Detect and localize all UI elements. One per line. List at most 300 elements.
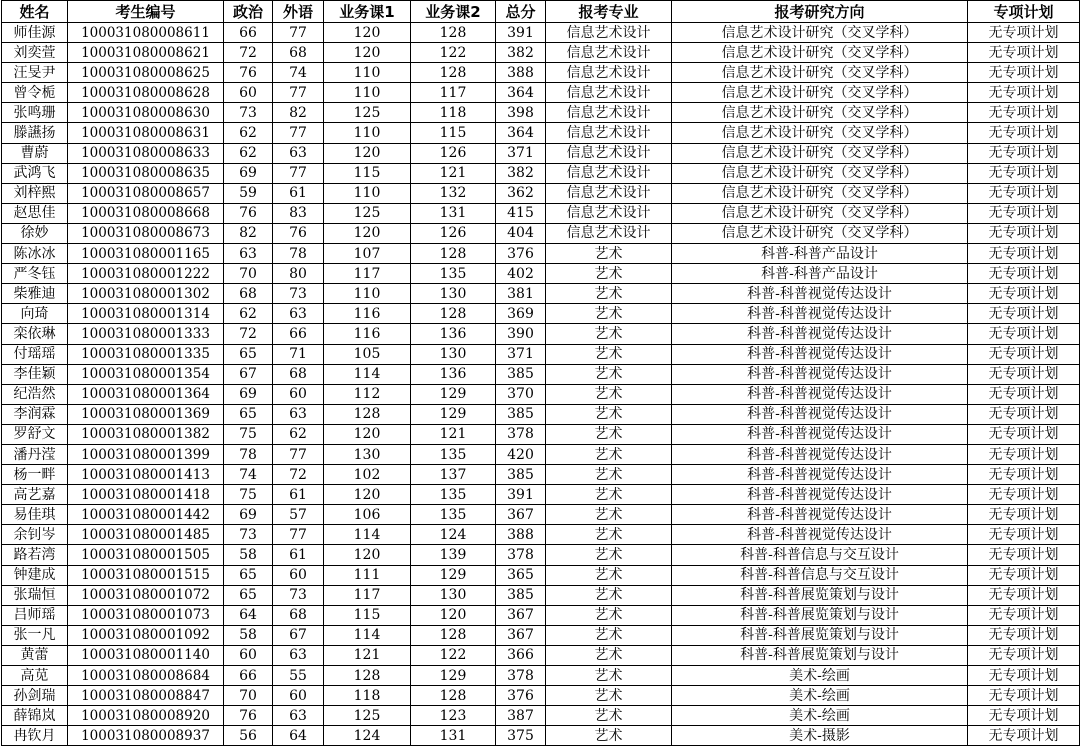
cell-foreign-language: 76 — [273, 223, 324, 243]
cell-foreign-language: 77 — [273, 444, 324, 464]
cell-politics: 78 — [224, 444, 273, 464]
cell-subject-1: 115 — [324, 605, 411, 625]
cell-subject-1: 114 — [324, 625, 411, 645]
cell-politics: 65 — [224, 404, 273, 424]
cell-foreign-language: 77 — [273, 23, 324, 43]
cell-research-direction: 科普-科普视觉传达设计 — [672, 284, 968, 304]
cell-total-score: 369 — [496, 304, 546, 324]
cell-candidate-id: 100031080001335 — [68, 344, 224, 364]
cell-foreign-language: 63 — [273, 143, 324, 163]
cell-politics: 58 — [224, 625, 273, 645]
table-row — [2, 444, 1080, 464]
cell-candidate-id: 100031080001418 — [68, 485, 224, 505]
table-row — [2, 525, 1080, 545]
cell-total-score: 367 — [496, 605, 546, 625]
cell-total-score: 404 — [496, 223, 546, 243]
cell-subject-1: 110 — [324, 63, 411, 83]
cell-name: 李佳颖 — [2, 364, 68, 384]
cell-research-direction: 信息艺术设计研究（交叉学科） — [672, 203, 968, 223]
cell-research-direction: 科普-科普展览策划与设计 — [672, 625, 968, 645]
cell-politics: 70 — [224, 686, 273, 706]
cell-total-score: 382 — [496, 43, 546, 63]
cell-politics: 56 — [224, 726, 273, 746]
table-row — [2, 465, 1080, 485]
cell-name: 路若湾 — [2, 545, 68, 565]
cell-candidate-id: 100031080008628 — [68, 83, 224, 103]
cell-major: 艺术 — [546, 625, 672, 645]
cell-research-direction: 科普-科普视觉传达设计 — [672, 324, 968, 344]
cell-name: 孙剑瑞 — [2, 686, 68, 706]
cell-subject-2: 121 — [411, 163, 496, 183]
cell-major: 信息艺术设计 — [546, 63, 672, 83]
cell-foreign-language: 77 — [273, 83, 324, 103]
cell-research-direction: 美术-绘画 — [672, 686, 968, 706]
cell-special-plan: 无专项计划 — [968, 43, 1080, 63]
cell-subject-1: 102 — [324, 465, 411, 485]
cell-research-direction: 科普-科普信息与交互设计 — [672, 545, 968, 565]
cell-total-score: 385 — [496, 364, 546, 384]
cell-name: 吕师瑶 — [2, 605, 68, 625]
cell-major: 艺术 — [546, 666, 672, 686]
cell-special-plan: 无专项计划 — [968, 565, 1080, 585]
cell-politics: 69 — [224, 505, 273, 525]
cell-name: 栾依琳 — [2, 324, 68, 344]
cell-subject-1: 120 — [324, 143, 411, 163]
table-row — [2, 183, 1080, 203]
cell-name: 冉钦月 — [2, 726, 68, 746]
header-special-plan: 专项计划 — [968, 1, 1080, 23]
cell-special-plan: 无专项计划 — [968, 83, 1080, 103]
cell-subject-2: 135 — [411, 444, 496, 464]
cell-subject-1: 115 — [324, 163, 411, 183]
cell-name: 滕讌扬 — [2, 123, 68, 143]
cell-total-score: 371 — [496, 143, 546, 163]
cell-subject-1: 120 — [324, 223, 411, 243]
table-row — [2, 505, 1080, 525]
cell-special-plan: 无专项计划 — [968, 384, 1080, 404]
cell-candidate-id: 100031080008625 — [68, 63, 224, 83]
cell-name: 曾令栀 — [2, 83, 68, 103]
cell-subject-1: 120 — [324, 485, 411, 505]
cell-name: 付瑶瑶 — [2, 344, 68, 364]
cell-research-direction: 科普-科普视觉传达设计 — [672, 485, 968, 505]
table-row — [2, 23, 1080, 43]
cell-politics: 62 — [224, 123, 273, 143]
cell-special-plan: 无专项计划 — [968, 706, 1080, 726]
cell-politics: 67 — [224, 364, 273, 384]
cell-major: 艺术 — [546, 585, 672, 605]
cell-candidate-id: 100031080001354 — [68, 364, 224, 384]
cell-subject-2: 129 — [411, 565, 496, 585]
cell-foreign-language: 77 — [273, 163, 324, 183]
cell-subject-1: 125 — [324, 706, 411, 726]
cell-candidate-id: 100031080008657 — [68, 183, 224, 203]
cell-politics: 75 — [224, 424, 273, 444]
header-subject-1: 业务课1 — [324, 1, 411, 23]
cell-subject-2: 130 — [411, 585, 496, 605]
cell-name: 陈冰冰 — [2, 244, 68, 264]
cell-total-score: 367 — [496, 505, 546, 525]
table-row — [2, 404, 1080, 424]
cell-special-plan: 无专项计划 — [968, 23, 1080, 43]
cell-subject-2: 132 — [411, 183, 496, 203]
cell-major: 艺术 — [546, 706, 672, 726]
cell-major: 艺术 — [546, 565, 672, 585]
cell-foreign-language: 83 — [273, 203, 324, 223]
cell-candidate-id: 100031080008631 — [68, 123, 224, 143]
cell-subject-2: 126 — [411, 223, 496, 243]
cell-subject-2: 131 — [411, 726, 496, 746]
cell-major: 艺术 — [546, 605, 672, 625]
cell-special-plan: 无专项计划 — [968, 63, 1080, 83]
cell-research-direction: 信息艺术设计研究（交叉学科） — [672, 63, 968, 83]
cell-name: 师佳源 — [2, 23, 68, 43]
cell-special-plan: 无专项计划 — [968, 404, 1080, 424]
cell-major: 艺术 — [546, 364, 672, 384]
cell-major: 艺术 — [546, 545, 672, 565]
cell-major: 艺术 — [546, 244, 672, 264]
cell-major: 艺术 — [546, 324, 672, 344]
table-row — [2, 666, 1080, 686]
cell-research-direction: 美术-绘画 — [672, 706, 968, 726]
cell-politics: 73 — [224, 525, 273, 545]
cell-foreign-language: 60 — [273, 686, 324, 706]
cell-candidate-id: 100031080008673 — [68, 223, 224, 243]
cell-research-direction: 信息艺术设计研究（交叉学科） — [672, 183, 968, 203]
cell-total-score: 378 — [496, 545, 546, 565]
cell-total-score: 364 — [496, 83, 546, 103]
cell-candidate-id: 100031080001382 — [68, 424, 224, 444]
cell-candidate-id: 100031080008668 — [68, 203, 224, 223]
cell-subject-2: 126 — [411, 143, 496, 163]
cell-subject-1: 120 — [324, 23, 411, 43]
cell-subject-1: 110 — [324, 284, 411, 304]
table-row — [2, 686, 1080, 706]
cell-subject-1: 120 — [324, 424, 411, 444]
cell-candidate-id: 100031080001399 — [68, 444, 224, 464]
cell-politics: 75 — [224, 485, 273, 505]
cell-research-direction: 美术-摄影 — [672, 726, 968, 746]
cell-subject-2: 136 — [411, 364, 496, 384]
cell-name: 刘奕萱 — [2, 43, 68, 63]
cell-foreign-language: 62 — [273, 424, 324, 444]
cell-foreign-language: 80 — [273, 264, 324, 284]
cell-candidate-id: 100031080008630 — [68, 103, 224, 123]
cell-name: 钟建成 — [2, 565, 68, 585]
cell-candidate-id: 100031080008920 — [68, 706, 224, 726]
cell-subject-2: 120 — [411, 605, 496, 625]
cell-candidate-id: 100031080001140 — [68, 645, 224, 665]
cell-politics: 76 — [224, 203, 273, 223]
cell-research-direction: 科普-科普展览策划与设计 — [672, 585, 968, 605]
cell-foreign-language: 78 — [273, 244, 324, 264]
cell-name: 汪旻尹 — [2, 63, 68, 83]
cell-politics: 82 — [224, 223, 273, 243]
header-foreign-language: 外语 — [273, 1, 324, 23]
cell-subject-2: 129 — [411, 666, 496, 686]
cell-subject-2: 136 — [411, 324, 496, 344]
table-row — [2, 364, 1080, 384]
cell-candidate-id: 100031080001413 — [68, 465, 224, 485]
cell-major: 艺术 — [546, 384, 672, 404]
cell-subject-2: 128 — [411, 244, 496, 264]
cell-candidate-id: 100031080001369 — [68, 404, 224, 424]
cell-foreign-language: 72 — [273, 465, 324, 485]
header-candidate-id: 考生编号 — [68, 1, 224, 23]
cell-special-plan: 无专项计划 — [968, 223, 1080, 243]
cell-subject-1: 114 — [324, 525, 411, 545]
table-row — [2, 244, 1080, 264]
cell-foreign-language: 61 — [273, 485, 324, 505]
cell-subject-1: 117 — [324, 585, 411, 605]
cell-subject-1: 121 — [324, 645, 411, 665]
cell-politics: 66 — [224, 23, 273, 43]
table-row — [2, 123, 1080, 143]
cell-subject-2: 122 — [411, 43, 496, 63]
cell-special-plan: 无专项计划 — [968, 103, 1080, 123]
table-row — [2, 324, 1080, 344]
cell-foreign-language: 77 — [273, 123, 324, 143]
cell-subject-2: 137 — [411, 465, 496, 485]
cell-name: 黄蕾 — [2, 645, 68, 665]
cell-name: 张鸣珊 — [2, 103, 68, 123]
cell-total-score: 382 — [496, 163, 546, 183]
cell-politics: 74 — [224, 465, 273, 485]
cell-subject-1: 125 — [324, 203, 411, 223]
cell-subject-1: 128 — [324, 666, 411, 686]
cell-major: 信息艺术设计 — [546, 103, 672, 123]
cell-subject-1: 125 — [324, 103, 411, 123]
cell-major: 信息艺术设计 — [546, 83, 672, 103]
cell-name: 武鸿飞 — [2, 163, 68, 183]
table-row — [2, 485, 1080, 505]
cell-subject-2: 135 — [411, 505, 496, 525]
cell-candidate-id: 100031080001505 — [68, 545, 224, 565]
cell-politics: 69 — [224, 384, 273, 404]
cell-candidate-id: 100031080001442 — [68, 505, 224, 525]
cell-major: 信息艺术设计 — [546, 143, 672, 163]
cell-research-direction: 信息艺术设计研究（交叉学科） — [672, 123, 968, 143]
cell-subject-2: 117 — [411, 83, 496, 103]
cell-politics: 64 — [224, 605, 273, 625]
cell-research-direction: 科普-科普视觉传达设计 — [672, 424, 968, 444]
cell-subject-1: 114 — [324, 364, 411, 384]
table-row — [2, 143, 1080, 163]
cell-research-direction: 信息艺术设计研究（交叉学科） — [672, 83, 968, 103]
cell-foreign-language: 66 — [273, 324, 324, 344]
cell-subject-2: 135 — [411, 264, 496, 284]
cell-name: 杨一畔 — [2, 465, 68, 485]
cell-candidate-id: 100031080001314 — [68, 304, 224, 324]
cell-research-direction: 科普-科普视觉传达设计 — [672, 384, 968, 404]
cell-total-score: 391 — [496, 23, 546, 43]
cell-research-direction: 科普-科普产品设计 — [672, 264, 968, 284]
cell-total-score: 415 — [496, 203, 546, 223]
cell-special-plan: 无专项计划 — [968, 324, 1080, 344]
cell-foreign-language: 60 — [273, 565, 324, 585]
cell-total-score: 371 — [496, 344, 546, 364]
cell-total-score: 398 — [496, 103, 546, 123]
cell-politics: 60 — [224, 83, 273, 103]
cell-politics: 65 — [224, 565, 273, 585]
cell-subject-1: 111 — [324, 565, 411, 585]
cell-total-score: 375 — [496, 726, 546, 746]
cell-special-plan: 无专项计划 — [968, 666, 1080, 686]
header-politics: 政治 — [224, 1, 273, 23]
cell-foreign-language: 64 — [273, 726, 324, 746]
cell-major: 信息艺术设计 — [546, 43, 672, 63]
cell-major: 信息艺术设计 — [546, 183, 672, 203]
cell-research-direction: 科普-科普展览策划与设计 — [672, 645, 968, 665]
cell-special-plan: 无专项计划 — [968, 645, 1080, 665]
cell-research-direction: 信息艺术设计研究（交叉学科） — [672, 143, 968, 163]
cell-subject-2: 128 — [411, 63, 496, 83]
cell-subject-1: 107 — [324, 244, 411, 264]
cell-name: 曹蔚 — [2, 143, 68, 163]
cell-special-plan: 无专项计划 — [968, 143, 1080, 163]
table-row — [2, 63, 1080, 83]
table-row — [2, 284, 1080, 304]
cell-major: 信息艺术设计 — [546, 223, 672, 243]
cell-subject-1: 120 — [324, 43, 411, 63]
cell-foreign-language: 73 — [273, 585, 324, 605]
cell-special-plan: 无专项计划 — [968, 344, 1080, 364]
cell-total-score: 390 — [496, 324, 546, 344]
cell-major: 艺术 — [546, 284, 672, 304]
cell-subject-2: 128 — [411, 23, 496, 43]
cell-subject-2: 139 — [411, 545, 496, 565]
table-row — [2, 585, 1080, 605]
cell-name: 高苋 — [2, 666, 68, 686]
cell-candidate-id: 100031080001092 — [68, 625, 224, 645]
cell-name: 严冬钰 — [2, 264, 68, 284]
cell-subject-2: 130 — [411, 284, 496, 304]
cell-name: 罗舒文 — [2, 424, 68, 444]
cell-subject-2: 128 — [411, 686, 496, 706]
table-row — [2, 223, 1080, 243]
cell-subject-2: 123 — [411, 706, 496, 726]
cell-special-plan: 无专项计划 — [968, 525, 1080, 545]
cell-research-direction: 信息艺术设计研究（交叉学科） — [672, 23, 968, 43]
cell-candidate-id: 100031080001515 — [68, 565, 224, 585]
cell-total-score: 376 — [496, 686, 546, 706]
cell-foreign-language: 67 — [273, 625, 324, 645]
cell-special-plan: 无专项计划 — [968, 264, 1080, 284]
cell-foreign-language: 68 — [273, 364, 324, 384]
cell-name: 赵思佳 — [2, 203, 68, 223]
cell-total-score: 364 — [496, 123, 546, 143]
cell-research-direction: 科普-科普视觉传达设计 — [672, 304, 968, 324]
cell-special-plan: 无专项计划 — [968, 203, 1080, 223]
cell-candidate-id: 100031080001485 — [68, 525, 224, 545]
cell-candidate-id: 100031080001073 — [68, 605, 224, 625]
cell-special-plan: 无专项计划 — [968, 123, 1080, 143]
header-row — [2, 1, 1080, 23]
cell-special-plan: 无专项计划 — [968, 163, 1080, 183]
cell-politics: 76 — [224, 706, 273, 726]
cell-name: 向琦 — [2, 304, 68, 324]
cell-subject-2: 118 — [411, 103, 496, 123]
cell-research-direction: 科普-科普信息与交互设计 — [672, 565, 968, 585]
cell-total-score: 385 — [496, 465, 546, 485]
cell-name: 张一凡 — [2, 625, 68, 645]
cell-subject-1: 124 — [324, 726, 411, 746]
table-row — [2, 264, 1080, 284]
cell-special-plan: 无专项计划 — [968, 424, 1080, 444]
cell-politics: 58 — [224, 545, 273, 565]
cell-subject-2: 124 — [411, 525, 496, 545]
cell-total-score: 387 — [496, 706, 546, 726]
cell-subject-1: 130 — [324, 444, 411, 464]
cell-special-plan: 无专项计划 — [968, 605, 1080, 625]
cell-major: 艺术 — [546, 505, 672, 525]
cell-total-score: 378 — [496, 666, 546, 686]
cell-special-plan: 无专项计划 — [968, 465, 1080, 485]
cell-subject-2: 135 — [411, 485, 496, 505]
cell-total-score: 391 — [496, 485, 546, 505]
cell-subject-2: 129 — [411, 404, 496, 424]
header-major: 报考专业 — [546, 1, 672, 23]
admission-score-table — [1, 0, 1080, 746]
cell-research-direction: 科普-科普展览策划与设计 — [672, 605, 968, 625]
cell-politics: 66 — [224, 666, 273, 686]
cell-special-plan: 无专项计划 — [968, 444, 1080, 464]
cell-candidate-id: 100031080008847 — [68, 686, 224, 706]
table-row — [2, 344, 1080, 364]
table-row — [2, 565, 1080, 585]
cell-major: 艺术 — [546, 344, 672, 364]
cell-politics: 73 — [224, 103, 273, 123]
cell-special-plan: 无专项计划 — [968, 545, 1080, 565]
cell-research-direction: 科普-科普视觉传达设计 — [672, 444, 968, 464]
cell-major: 信息艺术设计 — [546, 203, 672, 223]
cell-special-plan: 无专项计划 — [968, 625, 1080, 645]
cell-foreign-language: 82 — [273, 103, 324, 123]
cell-candidate-id: 100031080001333 — [68, 324, 224, 344]
cell-major: 艺术 — [546, 444, 672, 464]
cell-politics: 70 — [224, 264, 273, 284]
cell-research-direction: 科普-科普视觉传达设计 — [672, 505, 968, 525]
cell-candidate-id: 100031080001072 — [68, 585, 224, 605]
cell-politics: 69 — [224, 163, 273, 183]
cell-total-score: 385 — [496, 404, 546, 424]
cell-subject-2: 122 — [411, 645, 496, 665]
cell-subject-1: 105 — [324, 344, 411, 364]
cell-major: 艺术 — [546, 485, 672, 505]
cell-major: 艺术 — [546, 686, 672, 706]
cell-total-score: 366 — [496, 645, 546, 665]
cell-candidate-id: 100031080008621 — [68, 43, 224, 63]
header-research-direction: 报考研究方向 — [672, 1, 968, 23]
table-row — [2, 83, 1080, 103]
table-row — [2, 384, 1080, 404]
cell-candidate-id: 100031080001364 — [68, 384, 224, 404]
cell-foreign-language: 57 — [273, 505, 324, 525]
cell-name: 高艺嘉 — [2, 485, 68, 505]
cell-subject-1: 106 — [324, 505, 411, 525]
cell-special-plan: 无专项计划 — [968, 284, 1080, 304]
cell-politics: 72 — [224, 324, 273, 344]
cell-major: 艺术 — [546, 525, 672, 545]
cell-special-plan: 无专项计划 — [968, 585, 1080, 605]
cell-politics: 65 — [224, 344, 273, 364]
cell-special-plan: 无专项计划 — [968, 726, 1080, 746]
cell-candidate-id: 100031080001302 — [68, 284, 224, 304]
cell-research-direction: 信息艺术设计研究（交叉学科） — [672, 163, 968, 183]
cell-foreign-language: 71 — [273, 344, 324, 364]
table-row — [2, 645, 1080, 665]
cell-subject-1: 110 — [324, 83, 411, 103]
